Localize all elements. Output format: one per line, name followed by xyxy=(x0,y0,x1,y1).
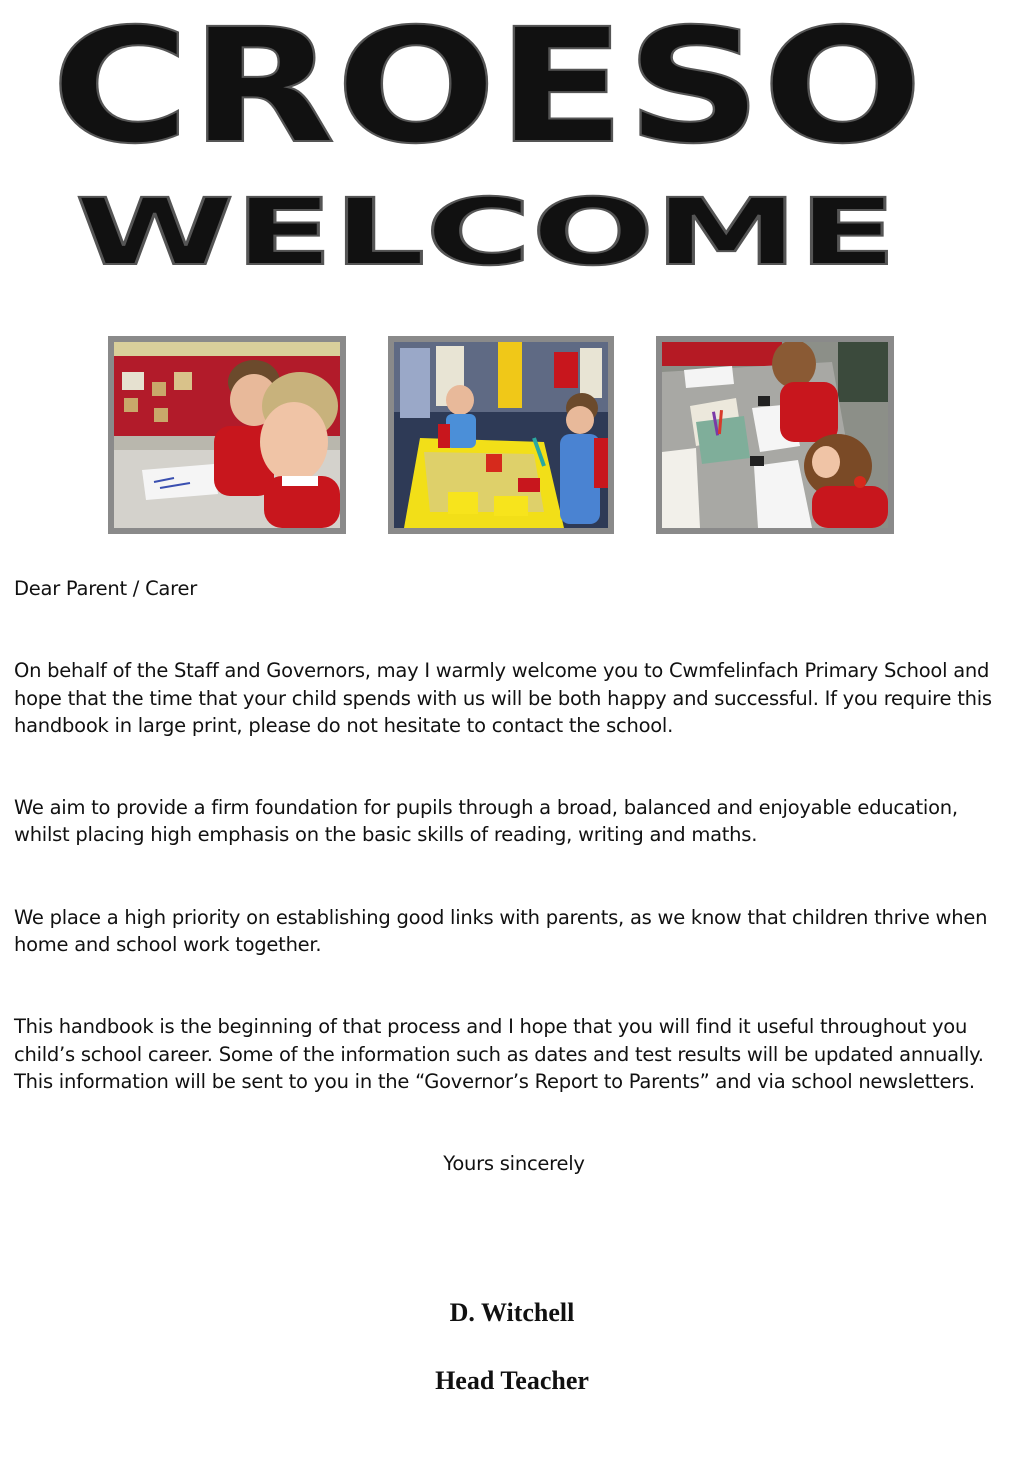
letter-body xyxy=(14,575,1014,1178)
letter-salutation: Dear Parent / Carer xyxy=(14,577,197,600)
welcome-banner xyxy=(0,0,1024,300)
photo-water-play xyxy=(388,336,614,534)
banner-graphic xyxy=(0,0,1024,300)
letter-closing: Yours sincerely xyxy=(443,1152,585,1176)
photo-row xyxy=(0,336,1024,534)
group-work-photo-icon xyxy=(662,342,888,528)
classroom-writing-photo-icon xyxy=(114,342,340,528)
letter-paragraph: On behalf of the Staff and Governors, may I warmly welcome you to Cwmfelinfach Primary School and hope that the time that your child spends with us will be both happy and successful. If you require this handbook in large print, please do not hesitate to contact the school. xyxy=(14,659,992,737)
banner-title-welsh: CROESO xyxy=(51,0,923,179)
photo-group-table xyxy=(656,336,894,534)
water-tray-photo-icon xyxy=(394,342,608,528)
letter-paragraph: This handbook is the beginning of that process and I hope that you will find it useful throughout you child’s school career. Some of the information such as dates and test results will be updated annually. This information will be sent to you in the “Governor’s Report to Parents” and via school newsletters. xyxy=(14,1015,984,1093)
signatory-name: D. Witchell xyxy=(449,1298,575,1327)
letter-paragraph: We place a high priority on establishing good links with parents, as we know that children thrive when home and school work together. xyxy=(14,905,988,957)
banner-title-english: WELCOME xyxy=(75,179,897,286)
photo-children-writing xyxy=(108,336,346,534)
signatory-title: Head Teacher xyxy=(435,1366,589,1395)
letter-paragraph: We aim to provide a firm foundation for pupils through a broad, balanced and enjoyable education, whilst placing high emphasis on the basic skills of reading, writing and maths. xyxy=(14,796,958,847)
